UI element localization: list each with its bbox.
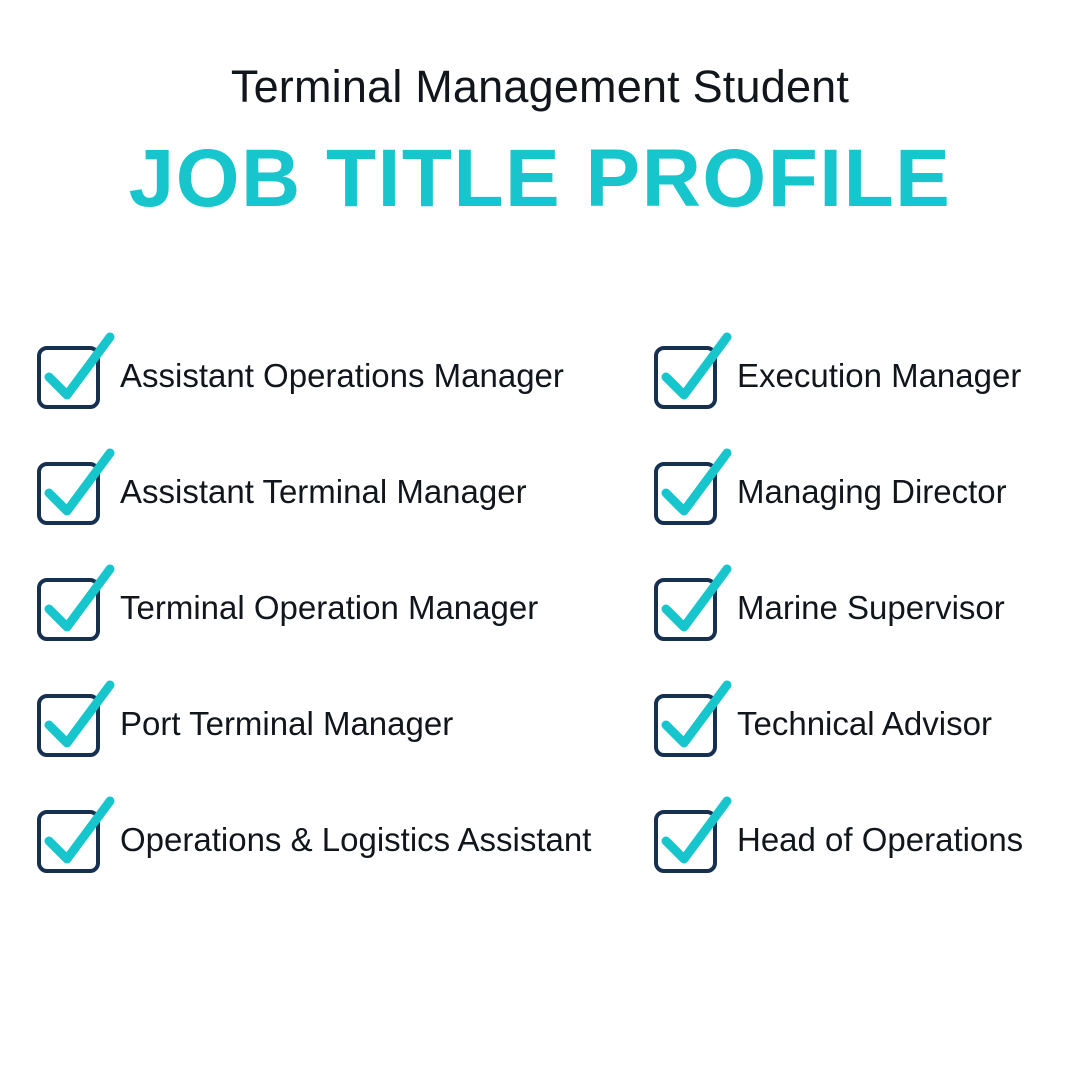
checkmark-icon[interactable] — [36, 461, 98, 523]
list-item-label: Execution Manager — [737, 357, 1022, 395]
job-title-column-right — [625, 318, 1080, 898]
job-title-column-left — [0, 318, 625, 898]
checkmark-icon[interactable] — [653, 577, 715, 639]
list-item[interactable] — [653, 782, 1080, 898]
poster-subtitle: Terminal Management Student — [230, 61, 850, 112]
checkmark-icon[interactable] — [36, 809, 98, 871]
checkmark-icon[interactable] — [36, 577, 98, 639]
list-item[interactable] — [36, 782, 625, 898]
list-item[interactable] — [653, 434, 1080, 550]
list-item-label: Port Terminal Manager — [120, 705, 454, 743]
page-title: JOB TITLE PROFILE — [128, 132, 952, 224]
list-item-label: Marine Supervisor — [737, 589, 1005, 627]
checkmark-icon[interactable] — [653, 693, 715, 755]
checkmark-icon[interactable] — [653, 809, 715, 871]
checkmark-icon[interactable] — [36, 345, 98, 407]
list-item[interactable] — [36, 434, 625, 550]
list-item[interactable] — [653, 550, 1080, 666]
checkmark-icon[interactable] — [653, 461, 715, 523]
poster-header — [0, 0, 1080, 222]
list-item-label: Managing Director — [737, 473, 1007, 511]
list-item-label: Assistant Operations Manager — [120, 357, 564, 395]
list-item-label: Head of Operations — [737, 821, 1024, 859]
job-title-columns — [0, 318, 1080, 898]
list-item-label: Terminal Operation Manager — [120, 589, 539, 627]
list-item[interactable] — [36, 318, 625, 434]
list-item-label: Assistant Terminal Manager — [120, 473, 527, 511]
checkmark-icon[interactable] — [36, 693, 98, 755]
list-item-label: Technical Advisor — [737, 705, 992, 743]
list-item[interactable] — [36, 666, 625, 782]
list-item[interactable] — [36, 550, 625, 666]
list-item[interactable] — [653, 666, 1080, 782]
checkmark-icon[interactable] — [653, 345, 715, 407]
list-item[interactable] — [653, 318, 1080, 434]
list-item-label: Operations & Logistics Assistant — [120, 821, 592, 859]
